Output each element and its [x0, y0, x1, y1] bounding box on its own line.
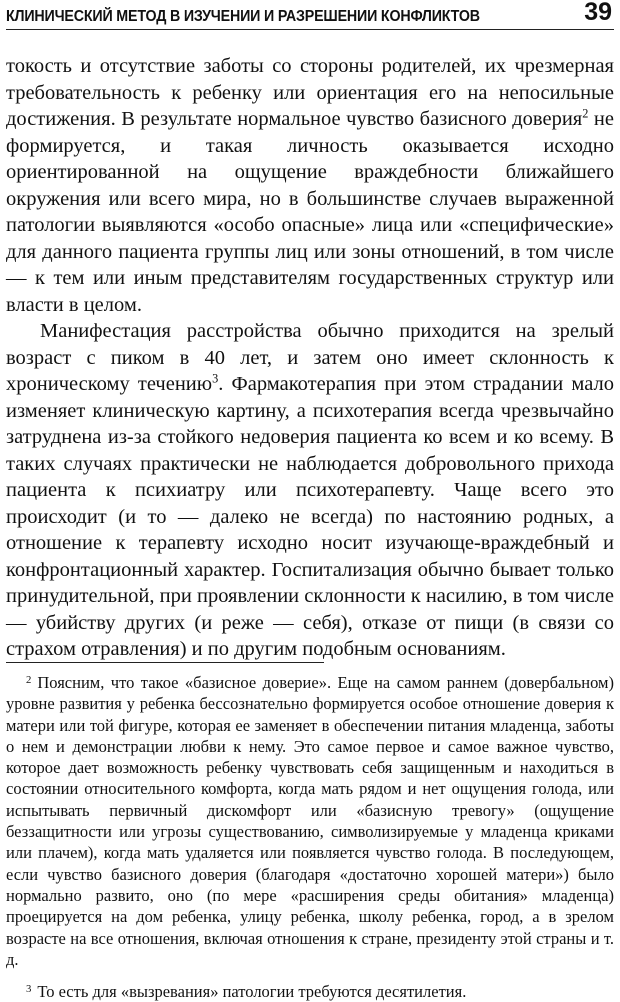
paragraph-2 [6, 318, 614, 663]
paragraph-1-continuation: не формируется, и такая личность оказывается исходно ориентированной на ощущение враждебности ближайшего окружения или всего мира, но в большинстве случаев выраженной патологии выявляются «особо опасные» лица или «специфические» для данного пациента группы лиц или зоны отношений, в том числе — к тем или иным представителям государственных структур или власти в целом. [6, 108, 614, 316]
footnote-3-mark: 3 [26, 982, 32, 995]
footnote-2 [6, 672, 614, 970]
footnote-3 [6, 981, 614, 1002]
paragraph-2-text: Манифестация расстройства обычно приходится на зрелый возраст с пиком в 40 лет, и затем оно имеет склонность к хроническому течению [6, 320, 614, 395]
paragraph-1 [6, 53, 614, 318]
running-title: КЛИНИЧЕСКИЙ МЕТОД В ИЗУЧЕНИИ И РАЗРЕШЕНИИ КОНФЛИКТОВ [6, 8, 480, 25]
footnotes [6, 672, 614, 1002]
footnote-2-mark: 2 [26, 673, 32, 686]
paragraph-1-text: токость и отсутствие заботы со стороны родителей, их чрезмерная требовательность к ребенку или ориентация его на непосильные достижения. В результате нормальное чувство базисного доверия [6, 55, 614, 130]
footnote-ref-2[interactable]: 2 [582, 106, 589, 121]
body-text [6, 53, 614, 663]
page-number: 39 [584, 0, 612, 26]
footnote-ref-3[interactable]: 3 [212, 371, 219, 386]
footnote-3-text: То есть для «вызревания» патологии требуются десятилетия. [37, 982, 467, 1002]
paragraph-2-continuation: . Фармакотерапия при этом страдании мало изменяет клиническую картину, а психотерапия всегда чрезвычайно затруднена из-за стойкого недоверия пациента ко всем и ко всему. В таких случаях практически не наблюдается добровольного прихода пациента к психиатру или психотерапевту. Чаще всего это происходит (и то — далеко не всегда) по настоянию родных, а отношение к терапевту исходно носит изучающе-враждебный и конфронтационный характер. Госпитализация обычно бывает только принудительной, при проявлении склонности к насилию, в том числе — убийству других (и реже — себя), отказе от пищи (в связи со страхом отравления) и по другим подобным основаниям. [6, 373, 614, 660]
running-head [6, 0, 614, 32]
footnote-rule [6, 662, 324, 663]
header-rule [6, 29, 614, 30]
footnote-2-text: Поясним, что такое «базисное доверие». Еще на самом раннем (довербальном) уровне развития у ребенка бессознательно формируется особое отношение доверия к матери или той фигуре, которая ее заменяет в обеспечении питания младенца, заботы о нем и демонстрации любви к нему. Это самое первое и самое важное чувство, которое дает возможность ребенку чувствовать себя защищенным и находиться в состоянии относительного комфорта, когда мать рядом и нет ощущения голода, или испытывать первичный дискомфорт или «базисную тревогу» (ощущение беззащитности или угрозы существованию, символизируемые у младенца криками или плачем), когда мать удаляется или появляется чувство голода. В последующем, если чувство базисного доверия (благодаря «достаточно хорошей матери») было нормально развито, оно (по мере «расширения среды обитания» младенца) проецируется на дом ребенка, улицу ребенка, школу ребенка, город, а в зрелом возрасте на все отношения, включая отношения к стране, президенту этой страны и т. д. [6, 673, 614, 969]
